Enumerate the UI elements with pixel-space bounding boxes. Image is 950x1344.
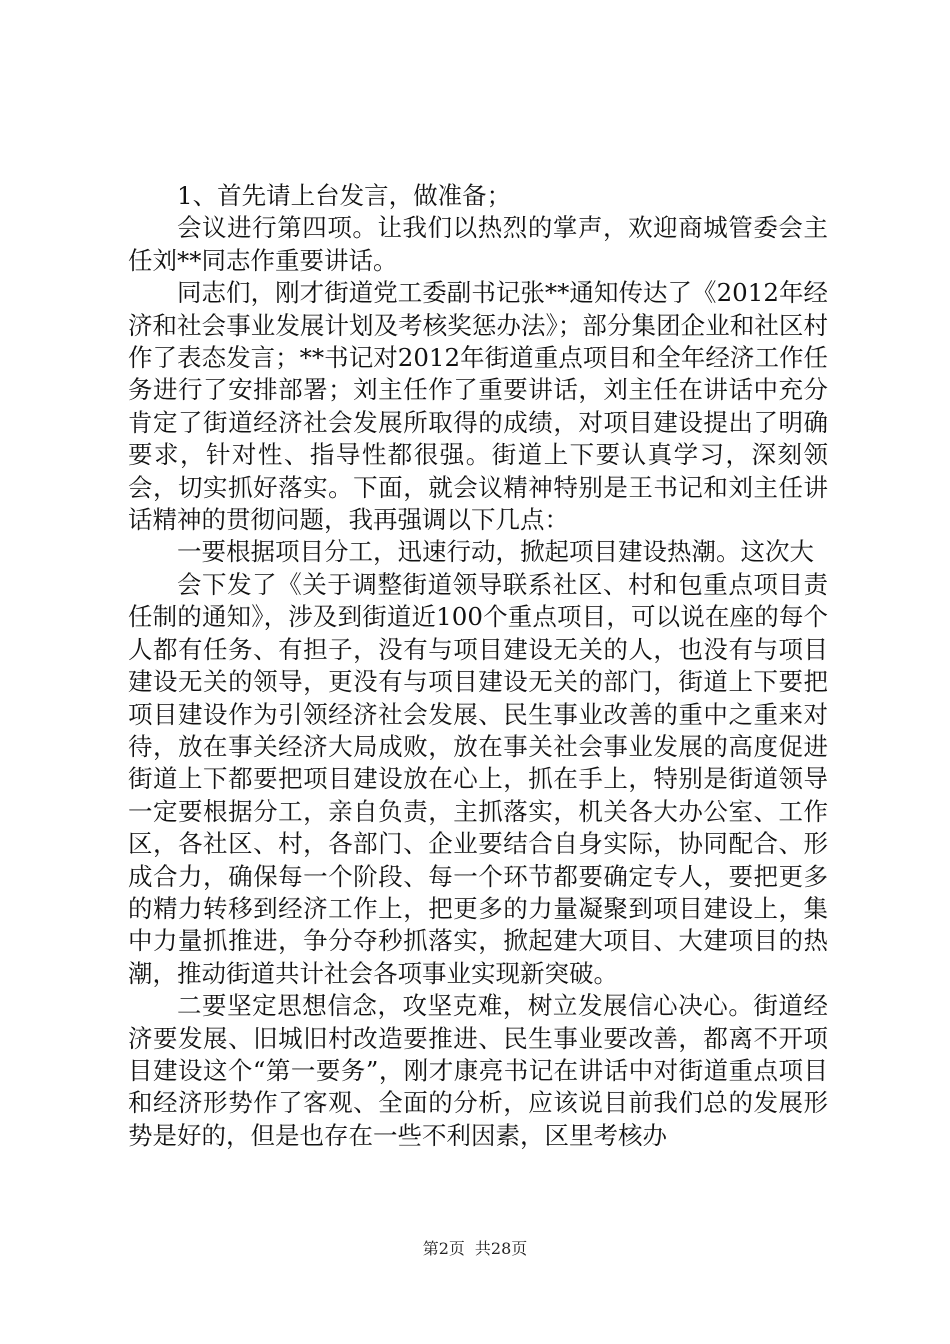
paragraph: 二要坚定思想信念，攻坚克难，树立发展信心决心。街道经济要发展、旧城旧村改造要推进、民生事业要改善，都离不开项目建设这个“第一要务”，刚才康亮书记在讲话中对街道重点项目和经济形势作了客观、全面的分析，应该说目前我们总的发展形势是好的，但是也存在一些不利因素，区里考核办	[128, 991, 828, 1150]
document-body	[128, 180, 828, 1152]
paragraph: 会议进行第四项。让我们以热烈的掌声，欢迎商城管委会主任刘**同志作重要讲话。	[128, 213, 828, 275]
paragraph: 1、首先请上台发言，做准备；	[177, 181, 512, 210]
paragraph: 一要根据项目分工，迅速行动，掀起项目建设热潮。这次大	[177, 537, 814, 567]
page-number: 第2页	[422, 1239, 465, 1258]
paragraph: 同志们，刚才街道党工委副书记张**通知传达了《2012年经济和社会事业发展计划及考核奖惩办法》；部分集团企业和社区村作了表态发言；**书记对2012年街道重点项目和全年经济工作任务进行了安排部署；刘主任作了重要讲话，刘主任在讲话中充分肯定了街道经济社会发展所取得的成绩，对项目建设提出了明确要求，针对性、指导性都很强。街道上下要认真学习，深刻领会，切实抓好落实。下面，就会议精神特别是王书记和刘主任讲话精神的贯彻问题，我再强调以下几点：	[128, 278, 828, 535]
page-total: 共28页	[474, 1239, 528, 1258]
page-footer	[0, 1238, 950, 1260]
paragraph: 会下发了《关于调整街道领导联系社区、村和包重点项目责任制的通知》，涉及到街道近100个重点项目，可以说在座的每个人都有任务、有担子，没有与项目建设无关的人，也没有与项目建设无关的领导，更没有与项目建设无关的部门，街道上下要把项目建设作为引领经济社会发展、民生事业改善的重中之重来对待，放在事关经济大局成败，放在事关社会事业发展的高度促进街道上下都要把项目建设放在心上，抓在手上，特别是街道领导一定要根据分工，亲自负责，主抓落实，机关各大办公室、工作区，各社区、村，各部门、企业要结合自身实际，协同配合、形成合力，确保每一个阶段、每一个环节都要确定专人，要把更多的精力转移到经济工作上，把更多的力量凝聚到项目建设上，集中力量抓推进，争分夺秒抓落实，掀起建大项目、大建项目的热潮，推动街道共计社会各项事业实现新突破。	[128, 569, 828, 988]
